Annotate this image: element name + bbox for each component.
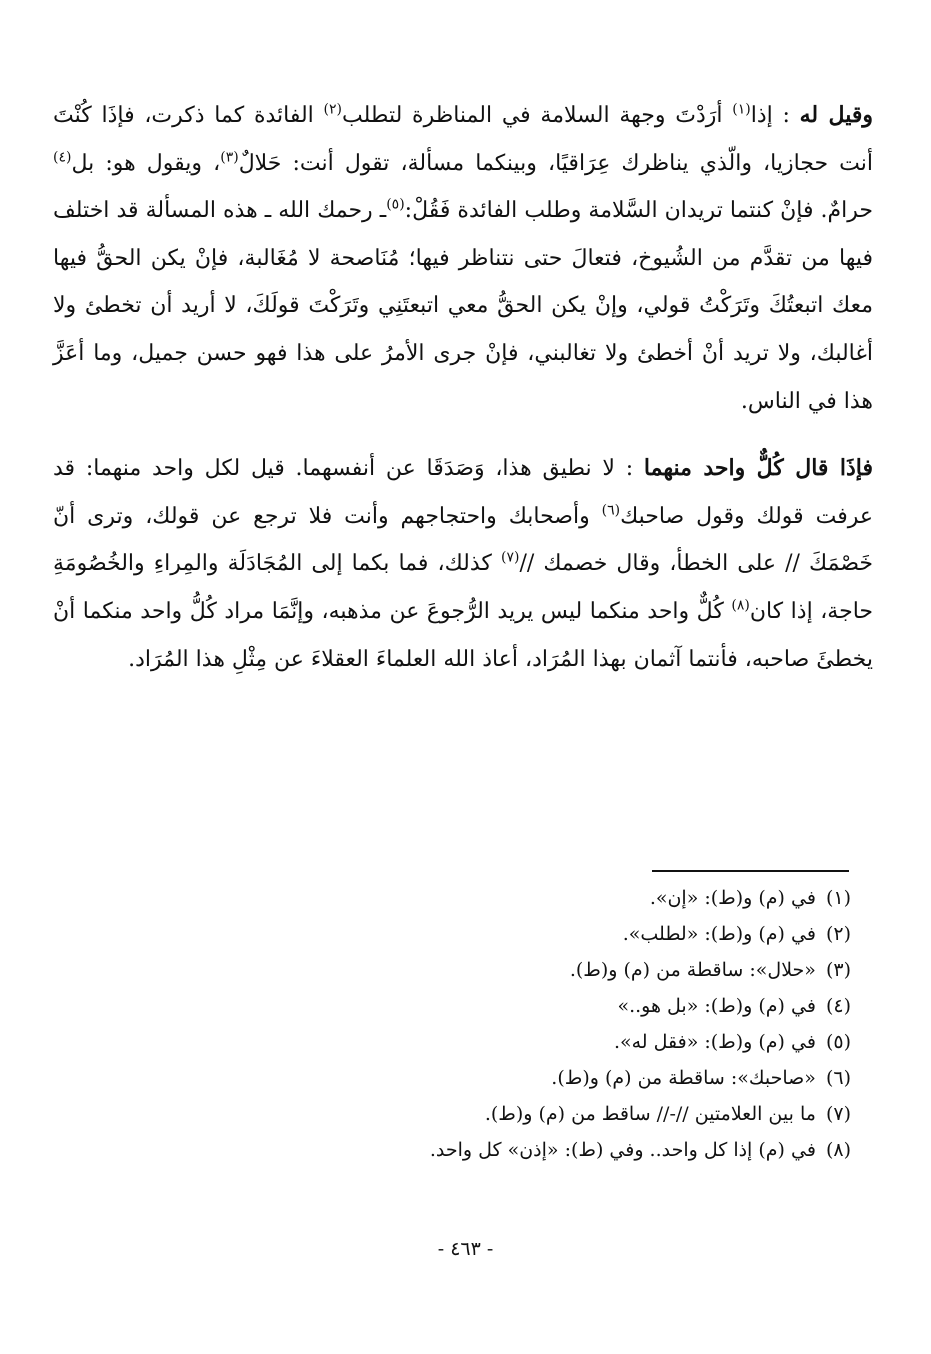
footnote-number: (٤) <box>825 995 851 1017</box>
text-segment: وأصحابك واحتجاجهم وأنت فلا ترجع عن قولك، وترى أنّ خَصْمَكَ // على الخطأ، وقال خصمك // <box>53 503 873 577</box>
footnote-separator <box>652 870 849 872</box>
footnote-item <box>151 1132 851 1168</box>
footnote-ref: (٤) <box>53 149 72 166</box>
text-segment: : لا نطيق هذا، وَصَدَقَا عن أنفسهما. قيل لكل واحد منهما: قد عرفت قولك وقول صاحبك <box>53 456 873 529</box>
footnote-item <box>151 916 851 952</box>
footnote-text: «حلال»: ساقطة من (م) و(ط). <box>569 959 816 981</box>
text-segment: كُلٌّ واحد منكما ليس يريد الرُّجوعَ عن مذهبه، وإنَّمَا مراد كُلُّ واحد منكما أنْ يخطئَ صاحبه، فأنتما آثمان بهذا المُرَاد، أعاذ الله العلماءَ العقلاءَ عن مِثْلِ هذا المُرَاد. <box>53 598 873 672</box>
footnote-item <box>151 1024 851 1060</box>
footnote-text: في (م) و(ط): «فقل له». <box>613 1031 816 1053</box>
footnote-ref: (٨) <box>731 597 750 614</box>
text-segment: حرامٌ. فإنْ كنتما تريدان السَّلامة وطلب الفائدة فَقُلْ: <box>404 198 873 224</box>
footnote-ref: (٥) <box>386 196 405 213</box>
text-segment: الفائدة كما ذكرت، فإذَا كُنْتَ أنت حجازيا، والّذي يناظرك عِرَاقيًا، وبينكما مسألة، تقول أنت: حَلالٌ <box>53 103 873 176</box>
footnote-ref: (١) <box>732 101 751 118</box>
footnote-item <box>151 988 851 1024</box>
footnote-text: في (م) و(ط): «إن». <box>649 887 816 909</box>
footnote-text: «صاحبك»: ساقطة من (م) و(ط). <box>551 1067 816 1089</box>
main-text <box>53 92 873 683</box>
footnote-number: (٣) <box>825 959 851 981</box>
footnote-text: في (م) إذا كل واحد.. وفي (ط): «إذن» كل واحد. <box>429 1139 816 1161</box>
footnote-number: (١) <box>825 887 851 909</box>
footnote-text: في (م) و(ط): «بل هو..» <box>617 995 816 1017</box>
footnote-number: (٢) <box>825 923 851 945</box>
footnote-item <box>151 1096 851 1132</box>
text-segment: أرَدْتَ وجهة السلامة في المناظرة لتطلب <box>342 103 733 128</box>
footnote-item <box>151 1060 851 1096</box>
footnote-number: (٥) <box>825 1031 851 1053</box>
footnote-item <box>151 952 851 988</box>
paragraph-lead: فإذَا قال كُلٌّ واحد منهما <box>643 455 873 482</box>
page-number: - ٤٦٣ - <box>437 1238 494 1260</box>
footnote-ref: (٧) <box>500 550 520 567</box>
footnote-number: (٦) <box>825 1067 851 1089</box>
footnote-number: (٧) <box>825 1103 851 1125</box>
footnote-item <box>151 880 851 916</box>
text-segment: ، ويقول هو: بل <box>71 150 221 176</box>
footnote-text: في (م) و(ط): «لطلب». <box>622 923 816 945</box>
footnotes-list <box>151 880 851 1168</box>
text-segment: كذلك، فما بكما إلى المُجَادَلَة والمِراءِ والخُصُومَةِ حاجة، إذا كان <box>53 551 873 624</box>
footnote-ref: (٢) <box>323 101 343 118</box>
footnote-ref: (٣) <box>220 149 239 166</box>
paragraph-lead: وقيل له <box>799 102 873 128</box>
footnote-number: (٨) <box>825 1139 851 1161</box>
text-segment: : إذا <box>750 103 800 128</box>
paragraph <box>53 92 873 425</box>
footnote-ref: (٦) <box>601 502 621 519</box>
paragraph <box>53 445 873 683</box>
text-segment: ـ رحمك الله ـ هذه المسألة قد اختلف فيها من تقدَّم من الشُيوخ، فتعالَ حتى نتناظر فيها؛ مُنَاصحة لا مُغَالبة، فإنْ يكن الحقُّ فيها معك اتبعتُكَ وتَرَكْتُ قولي، وإنْ يكن الحقُّ معي اتبعتَنِي وتَرَكْتَ قولَكَ، لا أريد أن تخطئ ولا أغالبك، ولا تريد أنْ أخطئ ولا تغالبني، فإنْ جرى الأمرُ على هذا فهو حسن جميل، وما أعَزَّ هذا في الناس. <box>53 198 873 414</box>
footnote-text: ما بين العلامتين //-// ساقط من (م) و(ط). <box>484 1103 816 1125</box>
